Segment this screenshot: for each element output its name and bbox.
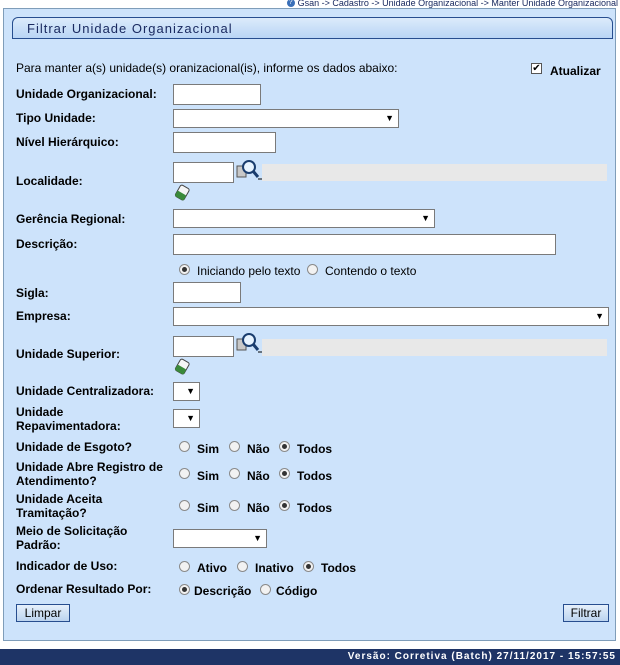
unidade-esgoto-label: Unidade de Esgoto? bbox=[16, 440, 133, 454]
nivel-hierarquico-label: Nível Hierárquico: bbox=[16, 135, 119, 149]
nivel-hierarquico-input[interactable] bbox=[173, 132, 276, 153]
tramitacao-sim-label: Sim bbox=[197, 501, 220, 515]
tramitacao-todos-radio[interactable] bbox=[279, 500, 290, 511]
atualizar-checkbox[interactable] bbox=[531, 63, 542, 74]
version-text: Versão: Corretiva (Batch) 27/11/2017 - 15:57:55 bbox=[347, 651, 616, 662]
tipo-unidade-label: Tipo Unidade: bbox=[16, 111, 96, 125]
panel-title: Filtrar Unidade Organizacional bbox=[27, 21, 233, 36]
filter-panel bbox=[3, 8, 616, 641]
breadcrumb bbox=[287, 0, 618, 7]
empresa-label: Empresa: bbox=[16, 309, 71, 323]
abre-registro-label-1: Unidade Abre Registro de bbox=[16, 460, 163, 474]
chevron-down-icon: ▼ bbox=[253, 533, 262, 543]
indicador-inativo-label: Inativo bbox=[255, 561, 294, 575]
contendo-label: Contendo o texto bbox=[325, 264, 417, 278]
esgoto-nao-radio[interactable] bbox=[229, 441, 240, 452]
ordenar-label: Ordenar Resultado Por: bbox=[16, 582, 152, 596]
ordenar-codigo-label: Código bbox=[276, 584, 318, 598]
unidade-centralizadora-label: Unidade Centralizadora: bbox=[16, 384, 155, 398]
gerencia-regional-select[interactable] bbox=[173, 209, 435, 228]
aceita-tramitacao-label-2: Tramitação? bbox=[16, 506, 87, 520]
indicador-todos-label: Todos bbox=[321, 561, 357, 575]
registro-sim-label: Sim bbox=[197, 469, 220, 483]
sigla-label: Sigla: bbox=[16, 286, 49, 300]
unidade-organizacional-input[interactable] bbox=[173, 84, 261, 105]
search-icon[interactable] bbox=[236, 159, 262, 181]
sigla-input[interactable] bbox=[173, 282, 241, 303]
esgoto-sim-radio[interactable] bbox=[179, 441, 190, 452]
version-footer bbox=[0, 649, 620, 665]
indicador-inativo-radio[interactable] bbox=[237, 561, 248, 572]
registro-nao-label: Não bbox=[247, 469, 270, 483]
registro-todos-radio[interactable] bbox=[279, 468, 290, 479]
descricao-input[interactable] bbox=[173, 234, 556, 255]
localidade-description bbox=[262, 164, 607, 181]
unidade-organizacional-label: Unidade Organizacional: bbox=[16, 87, 157, 101]
tramitacao-todos-label: Todos bbox=[297, 501, 333, 515]
meio-solicitacao-label-1: Meio de Solicitação bbox=[16, 524, 128, 538]
abre-registro-label-2: Atendimento? bbox=[16, 474, 97, 488]
unidade-superior-label: Unidade Superior: bbox=[16, 347, 121, 361]
esgoto-todos-radio[interactable] bbox=[279, 441, 290, 452]
gerencia-regional-label: Gerência Regional: bbox=[16, 212, 126, 226]
unidade-centralizadora-select[interactable] bbox=[173, 382, 200, 401]
registro-nao-radio[interactable] bbox=[229, 468, 240, 479]
unidade-repavimentadora-label-2: Repavimentadora: bbox=[16, 419, 121, 433]
localidade-label: Localidade: bbox=[16, 174, 83, 188]
checkbox-icon: ✔ bbox=[532, 63, 541, 74]
meio-solicitacao-label-2: Padrão: bbox=[16, 538, 61, 552]
ordenar-descricao-radio[interactable] bbox=[179, 584, 190, 595]
tramitacao-sim-radio[interactable] bbox=[179, 500, 190, 511]
chevron-down-icon: ▼ bbox=[186, 386, 195, 396]
ordenar-descricao-label: Descrição bbox=[194, 584, 252, 598]
limpar-button[interactable]: Limpar bbox=[16, 604, 70, 622]
panel-title-bar bbox=[12, 17, 613, 39]
esgoto-nao-label: Não bbox=[247, 442, 270, 456]
esgoto-sim-label: Sim bbox=[197, 442, 220, 456]
atualizar-label: Atualizar bbox=[550, 64, 601, 78]
unidade-repavimentadora-label-1: Unidade bbox=[16, 405, 64, 419]
iniciando-label: Iniciando pelo texto bbox=[197, 264, 301, 278]
empresa-select[interactable] bbox=[173, 307, 609, 326]
indicador-ativo-radio[interactable] bbox=[179, 561, 190, 572]
chevron-down-icon: ▼ bbox=[421, 213, 430, 223]
indicador-ativo-label: Ativo bbox=[197, 561, 227, 575]
indicador-uso-label: Indicador de Uso: bbox=[16, 559, 118, 573]
meio-solicitacao-select[interactable] bbox=[173, 529, 267, 548]
unidade-superior-input[interactable] bbox=[173, 336, 234, 357]
eraser-icon[interactable] bbox=[174, 184, 190, 202]
eraser-icon[interactable] bbox=[174, 358, 190, 376]
chevron-down-icon: ▼ bbox=[595, 311, 604, 321]
tramitacao-nao-radio[interactable] bbox=[229, 500, 240, 511]
filtrar-button[interactable]: Filtrar bbox=[563, 604, 609, 622]
help-icon[interactable]: ? bbox=[287, 0, 295, 7]
unidade-repavimentadora-select[interactable] bbox=[173, 409, 200, 428]
breadcrumb-text: Gsan -> Cadastro -> Unidade Organizacional -> Manter Unidade Organizacional bbox=[297, 0, 618, 8]
descricao-label: Descrição: bbox=[16, 237, 78, 251]
registro-todos-label: Todos bbox=[297, 469, 333, 483]
aceita-tramitacao-label-1: Unidade Aceita bbox=[16, 492, 103, 506]
ordenar-codigo-radio[interactable] bbox=[260, 584, 271, 595]
tramitacao-nao-label: Não bbox=[247, 501, 270, 515]
top-bar bbox=[0, 0, 620, 8]
iniciando-radio[interactable] bbox=[179, 264, 190, 275]
esgoto-todos-label: Todos bbox=[297, 442, 333, 456]
tipo-unidade-select[interactable] bbox=[173, 109, 399, 128]
chevron-down-icon: ▼ bbox=[385, 113, 394, 123]
contendo-radio[interactable] bbox=[307, 264, 318, 275]
registro-sim-radio[interactable] bbox=[179, 468, 190, 479]
localidade-input[interactable] bbox=[173, 162, 234, 183]
chevron-down-icon: ▼ bbox=[186, 413, 195, 423]
search-icon[interactable] bbox=[236, 332, 262, 354]
intro-text: Para manter a(s) unidade(s) oranizacional(is), informe os dados abaixo: bbox=[16, 61, 398, 75]
unidade-superior-description bbox=[262, 339, 607, 356]
indicador-todos-radio[interactable] bbox=[303, 561, 314, 572]
